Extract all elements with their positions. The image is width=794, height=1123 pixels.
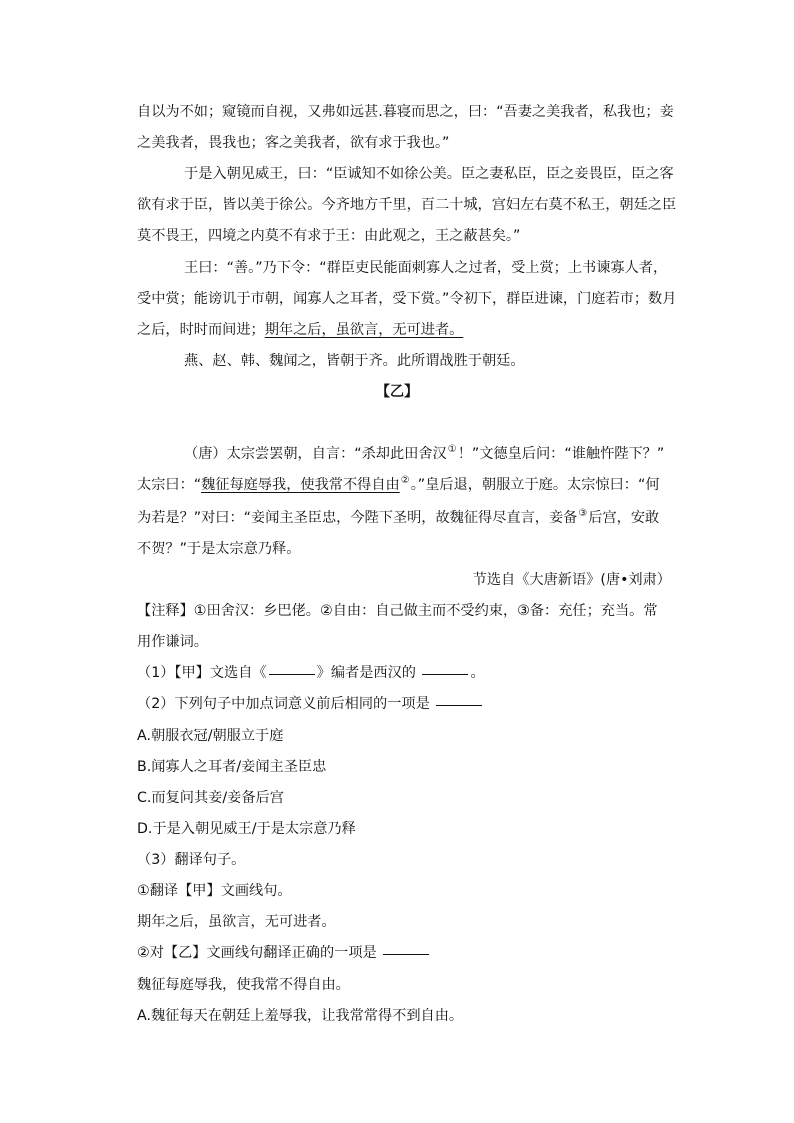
question-1 [137, 663, 697, 683]
option-b: B.闻寡人之耳者/妾闻主圣臣忠 [137, 759, 327, 775]
question-3-1: ①翻译【甲】文画线句。 [137, 883, 292, 899]
question-3-1-sentence: 期年之后，虽欲言，无可进者。 [137, 914, 336, 930]
underlined-text: 魏征每庭辱我，使我常不得自由 [201, 477, 400, 493]
passage-jia-line: 于是入朝见威王，曰：“臣诚知不如徐公美。臣之妻私臣，臣之妾畏臣，臣之客 [184, 166, 674, 182]
passage-yi-line [137, 508, 697, 528]
question-3: （3）翻译句子。 [137, 852, 246, 868]
notes-line: 【注释】①田舍汉：乡巴佬。②自由：自己做主而不受约束，③备：充任；充当。常 [137, 603, 658, 619]
question-2 [137, 694, 697, 714]
option-a: A.朝服衣冠/朝服立于庭 [137, 728, 284, 744]
passage-jia-line: 自以为不如；窥镜而自视，又弗如远甚.暮寝而思之，曰：“吾妻之美我者，私我也；妾 [137, 104, 674, 120]
option-d: D.于是入朝见威王/于是太宗意乃释 [137, 821, 356, 837]
question-3-2-option-a: A.魏征每天在朝廷上羞辱我，让我常常得不到自由。 [137, 1008, 464, 1024]
question-3-2 [137, 943, 697, 963]
passage-text: 。”皇后退，朝服立于庭。太宗惊曰：“何 [410, 477, 660, 493]
underlined-sentence-jia: 期年之后，虽欲言，无可进者。 [264, 322, 464, 338]
answer-blank[interactable] [383, 953, 429, 955]
passage-text: 后宫，安敢 [588, 510, 660, 526]
passage-jia-line: 受中赏；能谤讥于市朝，闻寡人之耳者，受下赏。”令初下，群臣进谏，门庭若市；数月 [137, 291, 677, 307]
answer-blank[interactable] [422, 673, 468, 675]
question-3-2-sentence: 魏征每庭辱我，使我常不得自由。 [137, 977, 350, 993]
question-text: 。 [470, 665, 485, 681]
note-marker-1: ① [447, 444, 457, 455]
passage-yi-line [137, 475, 697, 495]
note-marker-3: ③ [578, 508, 588, 519]
passage-yi-line: 不贺？”于是太宗意乃释。 [137, 541, 301, 557]
answer-blank[interactable] [436, 704, 482, 706]
passage-text: （唐）太宗尝罢朝，自言：“杀却此田舍汉 [184, 446, 447, 462]
passage-text: ！”文德皇后问：“谁触忤陛下？” [457, 446, 665, 462]
passage-text: 太宗曰：“ [137, 477, 202, 493]
passage-jia-line: 王曰：“善。”乃下令：“群臣吏民能面刺寡人之过者，受上赏；上书谏寡人者， [184, 260, 668, 276]
source-citation: 节选自《大唐新语》(唐•刘肃） [472, 572, 671, 588]
question-text: 》编者是西汉的 [316, 665, 416, 681]
passage-jia-line [137, 320, 697, 340]
notes-line: 用作谦词。 [137, 634, 208, 650]
answer-blank[interactable] [269, 673, 315, 675]
note-marker-2: ② [400, 475, 410, 486]
passage-jia-line: 莫不畏王，四境之内莫不有求于王：由此观之，王之蔽甚矣。” [137, 228, 521, 244]
passage-text: 为若是？”对曰：“妾闻主圣臣忠，今陛下圣明，故魏征得尽直言，妾备 [137, 510, 578, 526]
question-text: （1）【甲】文选自《 [137, 665, 267, 681]
underlined-sentence-yi [201, 477, 411, 493]
passage-jia-line: 欲有求于臣，皆以美于徐公。今齐地方千里，百二十城，宫妇左右莫不私王，朝廷之臣 [137, 197, 677, 213]
section-heading-yi: 【乙】 [375, 384, 419, 400]
passage-jia-line: 燕、赵、韩、魏闻之，皆朝于齐。此所谓战胜于朝廷。 [184, 353, 525, 369]
question-text: （2）下列句子中加点词意义前后相同的一项是 [137, 696, 430, 712]
option-c: C.而复问其妾/妾备后宫 [137, 790, 284, 806]
passage-yi-line [184, 444, 744, 464]
passage-jia-line: 之美我者，畏我也；客之美我者，欲有求于我也。” [137, 135, 450, 151]
passage-text: 之后，时时而间进； [137, 322, 265, 338]
question-text: ②对【乙】文画线句翻译正确的一项是 [137, 945, 377, 961]
